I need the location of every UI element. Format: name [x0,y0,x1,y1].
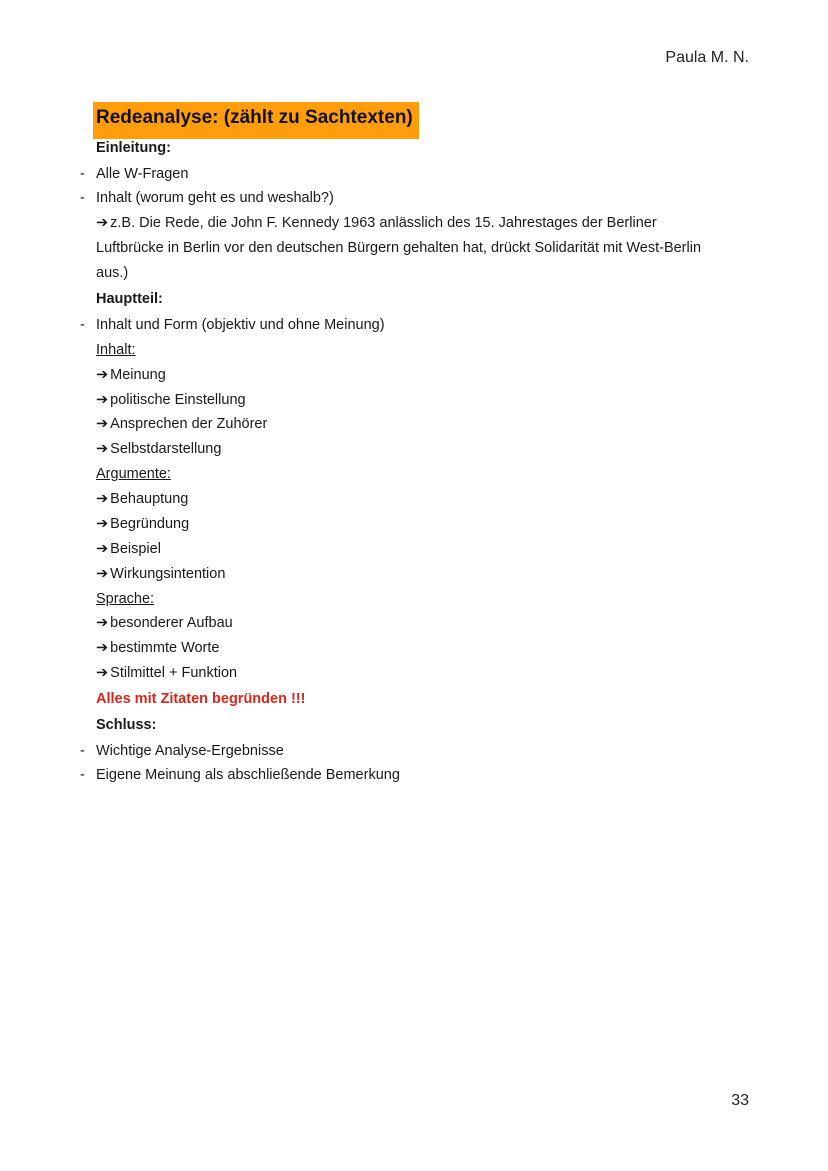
line-text: politische Einstellung [110,392,246,408]
text-line [96,365,166,385]
text-line [96,638,219,658]
bullet-dash: - [80,190,85,206]
text-line [96,238,701,258]
line-text: Argumente: [96,466,171,482]
arrow-right-icon: ➔ [96,416,109,432]
line-text: Hauptteil: [96,291,163,307]
emphasis-note [96,689,305,709]
text-line [96,188,334,208]
line-text: Alle W-Fragen [96,166,189,182]
subsection-label [96,464,171,484]
line-text: Luftbrücke in Berlin vor den deutschen Bürgern gehalten hat, drückt Solidarität mit West-Berlin [96,240,702,256]
text-line [96,489,188,509]
arrow-right-icon: ➔ [96,640,109,656]
text-line [96,263,128,283]
text-line [96,213,657,233]
bullet-dash: - [80,317,85,333]
line-text: Begründung [110,516,190,532]
bullet-dash: - [80,743,85,759]
arrow-right-icon: ➔ [96,491,109,507]
text-line [96,164,188,184]
line-text: z.B. Die Rede, die John F. Kennedy 1963 anlässlich des 15. Jahrestages der Berliner [110,215,657,231]
text-line [96,741,284,761]
text-line [96,765,400,785]
line-text: bestimmte Worte [110,640,220,656]
section-heading [96,289,163,309]
line-text: Ansprechen der Zuhörer [110,416,268,432]
text-line [96,414,267,434]
line-text: Meinung [110,367,166,383]
line-text: Alles mit Zitaten begründen !!! [96,691,306,707]
line-text: Beispiel [110,541,161,557]
page-title: Redeanalyse: (zählt zu Sachtexten) [93,102,419,139]
arrow-right-icon: ➔ [96,665,109,681]
line-text: Stilmittel + Funktion [110,665,238,681]
text-line [96,439,221,459]
arrow-right-icon: ➔ [96,615,109,631]
section-heading [96,138,171,158]
line-text: Behauptung [110,491,189,507]
text-line [96,514,189,534]
arrow-right-icon: ➔ [96,541,109,557]
page-number: 33 [731,1092,749,1109]
bullet-dash: - [80,166,85,182]
line-text: Inhalt (worum geht es und weshalb?) [96,190,334,206]
text-line [96,613,233,633]
text-line [96,539,161,559]
arrow-right-icon: ➔ [96,367,109,383]
arrow-right-icon: ➔ [96,516,109,532]
line-text: Inhalt und Form (objektiv und ohne Meinung) [96,317,385,333]
line-text: Schluss: [96,717,157,733]
text-line [96,564,225,584]
line-text: besonderer Aufbau [110,615,233,631]
author-name: Paula M. N. [665,49,749,66]
arrow-right-icon: ➔ [96,215,109,231]
section-heading [96,715,156,735]
text-line [96,663,237,683]
bullet-dash: - [80,767,85,783]
line-text: Sprache: [96,591,155,607]
subsection-label [96,340,136,360]
text-line [96,315,385,335]
text-line [96,390,246,410]
arrow-right-icon: ➔ [96,392,109,408]
line-text: aus.) [96,265,129,281]
line-text: Selbstdarstellung [110,441,222,457]
subsection-label [96,589,154,609]
line-text: Wichtige Analyse-Ergebnisse [96,743,284,759]
line-text: Einleitung: [96,140,171,156]
line-text: Wirkungsintention [110,566,226,582]
arrow-right-icon: ➔ [96,566,109,582]
arrow-right-icon: ➔ [96,441,109,457]
line-text: Inhalt: [96,342,136,358]
line-text: Eigene Meinung als abschließende Bemerkung [96,767,400,783]
